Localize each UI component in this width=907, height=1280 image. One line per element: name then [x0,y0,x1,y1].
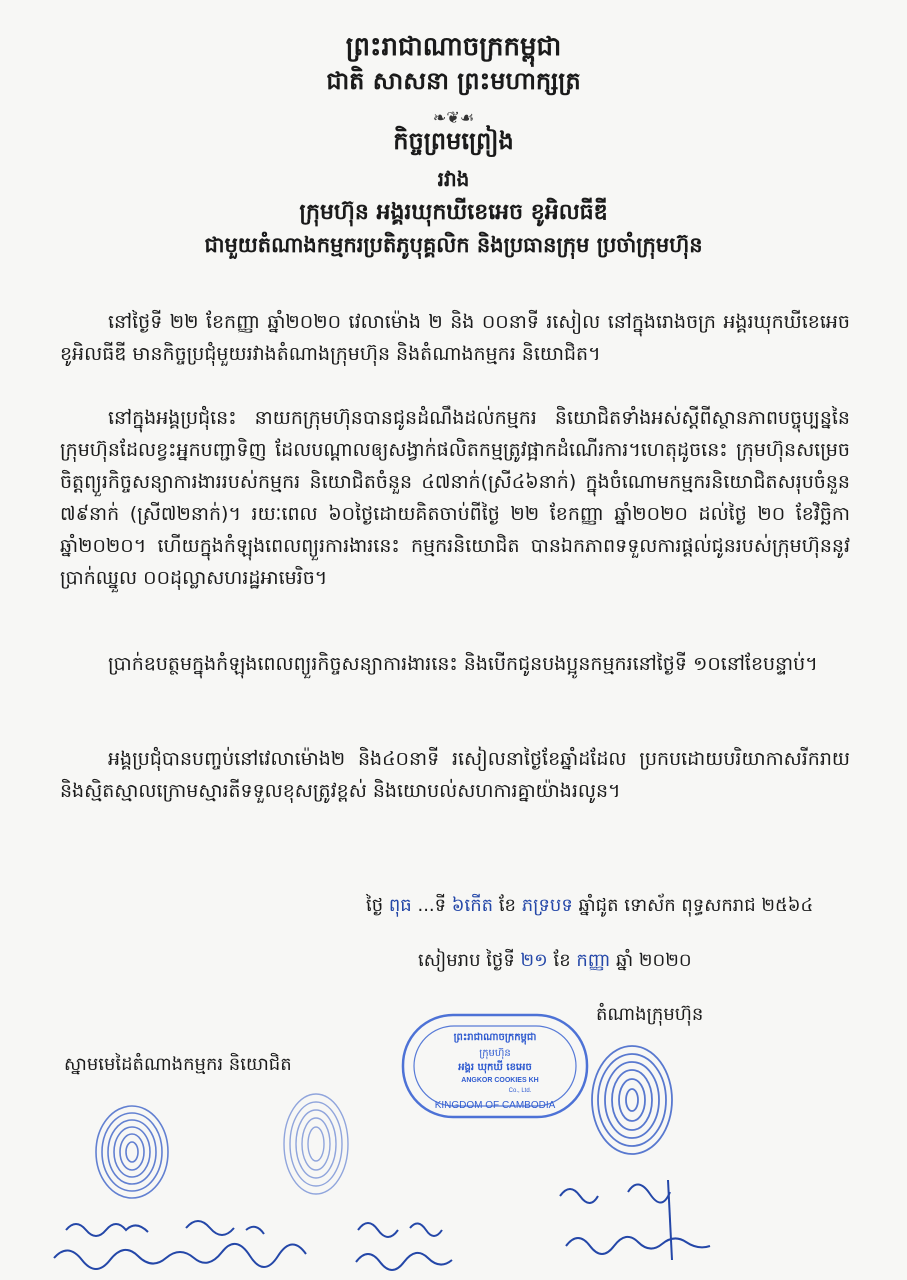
lunar-day-handwritten: ពុធ [388,895,412,916]
solar-month-handwritten: កញ្ញា [576,950,611,971]
worker-rep-label: ស្នាមមេដៃតំណាងកម្មករ និយោជិត [64,1054,292,1075]
paragraph-meeting-intro: នៅថ្ងៃទី ២២ ខែកញ្ញា ឆ្នាំ២០២០ វេលាម៉ោង ២ និង ០០នាទី រសៀល នៅក្នុងរោងចក្រ អង្គរឃុកឃីខេអេច ខូអិលធីឌី មានកិច្ចប្រជុំមួយរវាងតំណាងក្រុមហ៊ុន និងតំណាងកម្មករ និយោជិត។ [60,311,850,365]
stamp-center-kh1: ក្រុមហ៊ុន [479,1048,511,1059]
lunar-date-line [366,893,813,920]
lunar-suffix: ឆ្នាំជូត ទោស័ក ពុទ្ធសករាជ ២៥៦៤ [578,895,814,916]
national-motto: ជាតិ សាសនា ព្រះមហាក្សត្រ [326,67,581,95]
worker-fingerprint-2 [280,1088,352,1196]
lunar-month-handwritten: ភទ្របទ [521,895,573,916]
stamp-top-text: ព្រះរាជាណាចក្រកម្ពុជា [453,1032,537,1043]
paragraph-suspension: នៅក្នុងអង្គប្រជុំនេះ នាយកក្រុមហ៊ុនបានជូនដំណឹងដល់កម្មករ និយោជិតទាំងអស់ស្តីពីស្ថានភាពបច្ចុប្បន្ននៃក្រុមហ៊ុនដែលខ្វះអ្នកបញ្ជាទិញ ដែលបណ្តាលឲ្យសង្វាក់ផលិតកម្មត្រូវផ្អាកដំណើរការ។ហេតុដូចនេះ ក្រុមហ៊ុនសម្រេចចិត្តព្យួរកិច្ចសន្យាការងាររបស់កម្មករ និយោជិតចំនួន ៤៧នាក់(ស្រី៤៦នាក់) ក្នុងចំណោមកម្មករនិយោជិតសរុបចំនួន ៧៩នាក់ (ស្រី៧២នាក់)។ រយៈពេល ៦០ថ្ងៃដោយគិតចាប់ពីថ្ងៃ ២២ ខែកញ្ញា ឆ្នាំ២០២០ ដល់ថ្ងៃ ២០ ខែវិច្ឆិកា ឆ្នាំ២០២០។ ហើយក្នុងកំឡុងពេលព្យួរការងារនេះ កម្មករនិយោជិត បានឯកភាពទទួលការផ្តល់ជូនរបស់ក្រុមហ៊ុននូវប្រាក់ឈ្នួល ០០ដុល្លាសហរដ្ឋអាមេរិច។ [60,407,850,589]
kingdom-heading: ព្រះរាជាណាចក្រកម្ពុជា [345,32,562,62]
lunar-mid2: ខែ [498,895,516,916]
worker-signature-1 [46,1200,346,1280]
stamp-center-en2: Co., Ltd. [508,1088,532,1094]
company-fingerprint [588,1040,676,1158]
company-signature [548,1170,748,1280]
lunar-prefix: ថ្ងៃ [366,895,384,916]
stamp-bottom-text: KINGDOM OF CAMBODIA [434,1100,556,1111]
solar-prefix: សៀមរាប ថ្ងៃទី [418,950,515,971]
solar-day-handwritten: ២១ [520,950,548,971]
paragraph-closing: អង្គប្រជុំបានបញ្ចប់នៅវេលាម៉ោង២ និង៤០នាទី រសៀលនាថ្ងៃខែឆ្នាំដដែល ប្រកបដោយបរិយាកាសរីករាយ និងស្មិតស្មាលក្រោមស្មារតីទទួលខុសត្រូវខ្ពស់ និងយោបល់សហការគ្នាយ៉ាងរលូន។ [60,748,850,802]
solar-date-line [418,948,692,975]
stamp-center-en: ANGKOR COOKIES KH [461,1077,539,1084]
worker-fingerprint-1 [92,1100,172,1200]
paragraph-allowance: ប្រាក់ឧបត្ថមក្នុងកំឡុងពេលព្យួរកិច្ចសន្យាការងារនេះ និងបើកជូនបងប្អូនកម្មករនៅថ្ងៃទី ១០នៅខែបន្ទាប់។ [108,653,818,675]
party-company: ក្រុមហ៊ុន អង្គរឃុកឃីខេអេច ខូអិលធីឌី [299,200,608,225]
solar-suffix: ឆ្នាំ ២០២០ [616,950,692,971]
document-title: កិច្ចព្រមព្រៀង [393,127,514,155]
between-word: រវាង [437,167,470,191]
stamp-center-kh2: អង្គរ ឃុកឃី ខេអេច [458,1062,532,1073]
party-workers: ជាមួយតំណាងកម្មករប្រតិភូបុគ្គលិក និងប្រធានក្រុម ប្រចាំក្រុមហ៊ុន [204,233,703,257]
lunar-num-handwritten: ៦កើត [451,895,494,916]
company-rep-label: តំណាងក្រុមហ៊ុន [596,1004,704,1025]
title-ornament: ❧❦☙ [432,108,475,127]
company-seal-stamp [400,1012,590,1120]
lunar-mid1: ...ទី [417,895,447,916]
solar-mid: ខែ [553,950,571,971]
worker-signature-2 [350,1208,470,1280]
